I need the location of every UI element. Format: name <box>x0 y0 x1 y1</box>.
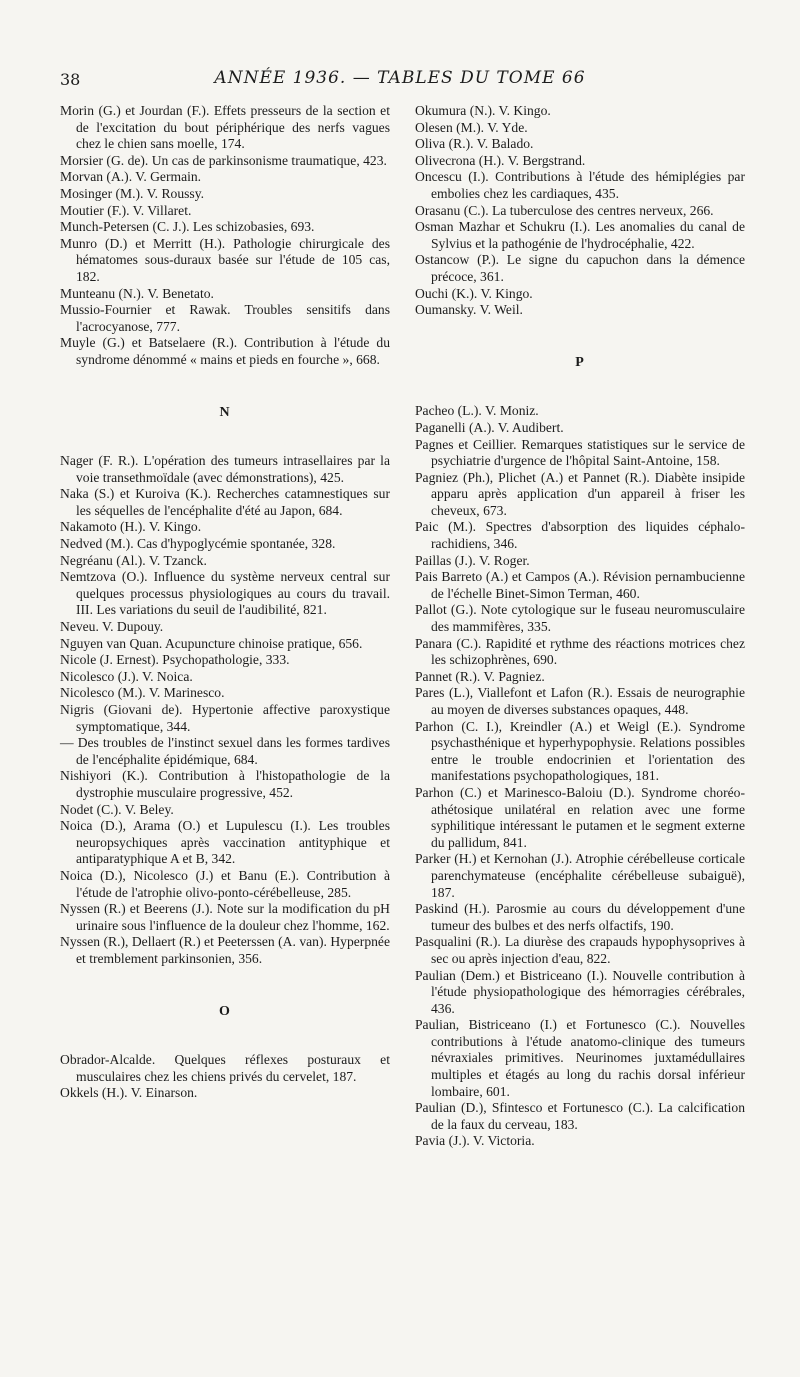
index-entry: Nemtzova (O.). Influence du système nerveux central sur quelques processus physiologiques au cours du travail. III. Les variations du seuil de l'audibilité, 821. <box>60 569 390 618</box>
index-entry: Moutier (F.). V. Villaret. <box>60 202 192 218</box>
index-entry: Nicole (J. Ernest). Psychopathologie, 333. <box>60 652 290 668</box>
index-entry: Nakamoto (H.). V. Kingo. <box>60 519 202 535</box>
index-entry: Parker (H.) et Kernohan (J.). Atrophie cérébelleuse corticale parenchymateuse (encéphalite cérébelleuse subaiguë), 187. <box>415 851 745 900</box>
index-entry: Mussio-Fournier et Rawak. Troubles sensitifs dans l'acrocyanose, 777. <box>60 302 390 334</box>
index-entry: Morin (G.) et Jourdan (F.). Effets presseurs de la section et de l'excitation du bout périphérique des nerfs vagues chez le chien sans moelle, 174. <box>60 103 390 152</box>
index-entry: Pasqualini (R.). La diurèse des crapauds hypophysoprives à sec ou après injection d'eau, 822. <box>415 934 745 966</box>
running-title: ANNÉE 1936. — TABLES DU TOME 66 <box>214 68 586 88</box>
index-entry: Nguyen van Quan. Acupuncture chinoise pratique, 656. <box>60 635 363 651</box>
index-entry: Munch-Petersen (C. J.). Les schizobasies, 693. <box>60 219 315 235</box>
index-entry: Morsier (G. de). Un cas de parkinsonisme traumatique, 423. <box>60 152 387 168</box>
index-entry: Olivecrona (H.). V. Bergstrand. <box>415 152 586 168</box>
index-entry: Obrador-Alcalde. Quelques réflexes posturaux et musculaires chez les chiens privés du cervelet, 187. <box>60 1052 390 1084</box>
index-entry: Naka (S.) et Kuroiva (K.). Recherches catamnestiques sur les séquelles de l'encéphalite d'été au Japon, 684. <box>60 486 390 518</box>
index-entry: Morvan (A.). V. Germain. <box>60 169 202 185</box>
index-entry: Nishiyori (K.). Contribution à l'histopathologie de la dystrophie musculaire progressive, 452. <box>60 768 390 800</box>
index-entry: Olesen (M.). V. Yde. <box>415 119 528 135</box>
index-entry: Oliva (R.). V. Balado. <box>415 136 534 152</box>
index-entry: Pagniez (Ph.), Plichet (A.) et Pannet (R.). Diabète insipide apparu après application d'un appareil à friser les cheveux, 673. <box>415 469 745 518</box>
index-entry: Paulian (Dem.) et Bistriceano (I.). Nouvelle contribution à l'étude physiopathologique des hémorragies cérébrales, 436. <box>415 967 745 1016</box>
index-entry: — Des troubles de l'instinct sexuel dans les formes tardives de l'encéphalite épidémique, 684. <box>60 735 390 767</box>
index-entry: Nedved (M.). Cas d'hypoglycémie spontanée, 328. <box>60 536 336 552</box>
index-entry: Paillas (J.). V. Roger. <box>415 552 530 568</box>
index-entry: Pallot (G.). Note cytologique sur le fuseau neuromusculaire des mammifères, 335. <box>415 602 745 635</box>
index-entry: Nicolesco (M.). V. Marinesco. <box>60 685 225 701</box>
index-entry: Ostancow (P.). Le signe du capuchon dans la démence précoce, 361. <box>415 252 745 284</box>
index-entry: Nyssen (R.) et Beerens (J.). Note sur la modification du pH urinaire sous l'influence de la douleur chez l'homme, 162. <box>60 901 390 933</box>
index-entry: Pais Barreto (A.) et Campos (A.). Révision pernambucienne de l'échelle Binet-Simon Terman, 460. <box>415 569 745 601</box>
index-entry: Paulian, Bistriceano (I.) et Fortunesco (C.). Nouvelles contributions à l'étude anatomo-clinique des tumeurs névraxiales primitives. Neurinomes juxtamédullaires multiples et étagés au long du rachis dorsal inférieur lombaire, 601. <box>415 1017 745 1099</box>
index-entry: Pavia (J.). V. Victoria. <box>415 1133 535 1149</box>
index-entry: Parhon (C.) et Marinesco-Baloiu (D.). Syndrome choréo-athétosique unilatéral en relation avec une forme syphilitique intéressant le putamen et le segment externe du pallidum, 841. <box>415 784 745 850</box>
index-entry: Oncescu (I.). Contributions à l'étude des hémiplégies par embolies chez les cardiaques, 435. <box>415 169 745 201</box>
index-entry: Panara (C.). Rapidité et rythme des réactions motrices chez les schizophrènes, 690. <box>415 635 745 668</box>
index-entry: Paskind (H.). Parosmie au cours du développement d'une tumeur des bulbes et des nerfs olfactifs, 190. <box>415 901 745 933</box>
index-entry: Orasanu (C.). La tuberculose des centres nerveux, 266. <box>415 202 714 218</box>
index-entry: Munteanu (N.). V. Benetato. <box>60 285 214 301</box>
index-entry: Paganelli (A.). V. Audibert. <box>415 419 564 435</box>
right-column <box>415 103 745 1150</box>
index-entry: Paulian (D.), Sfintesco et Fortunesco (C.). La calcification de la faux du cerveau, 183. <box>415 1100 745 1132</box>
index-entry: Nigris (Giovani de). Hypertonie affective paroxystique symptomatique, 344. <box>60 702 390 734</box>
index-entry: Mosinger (M.). V. Roussy. <box>60 185 205 201</box>
index-entry: Pannet (R.). V. Pagniez. <box>415 668 545 684</box>
index-entry: Negréanu (Al.). V. Tzanck. <box>60 552 207 568</box>
index-entry: Noica (D.), Arama (O.) et Lupulescu (I.). Les troubles neuropsychiques après vaccination antityphique et antiparatyphique A et B, 342. <box>60 818 390 867</box>
index-entry: Ouchi (K.). V. Kingo. <box>415 285 533 301</box>
index-entry: Nager (F. R.). L'opération des tumeurs intrasellaires par la voie transethmoïdale (avec démonstrations), 425. <box>60 453 390 485</box>
section-heading-n: N <box>219 404 231 420</box>
index-entry: Muyle (G.) et Batselaere (R.). Contribution à l'étude du syndrome dénommé « mains et pieds en fourche », 668. <box>60 335 390 367</box>
index-entry: Munro (D.) et Merritt (H.). Pathologie chirurgicale des hématomes sous-duraux basée sur l'étude de 105 cas, 182. <box>60 235 390 284</box>
index-entry: Nicolesco (J.). V. Noica. <box>60 668 193 684</box>
index-entry: Paic (M.). Spectres d'absorption des liquides céphalo-rachidiens, 346. <box>415 519 745 552</box>
index-entry: Oumansky. V. Weil. <box>415 302 523 318</box>
index-entry: Neveu. V. Dupouy. <box>60 619 164 635</box>
left-column <box>60 103 390 1102</box>
index-entry: Osman Mazhar et Schukru (I.). Les anomalies du canal de Sylvius et la pathogénie de l'hydrocéphalie, 422. <box>415 219 745 251</box>
page-number: 38 <box>60 70 81 89</box>
index-entry: Nyssen (R.), Dellaert (R.) et Peeterssen (A. van). Hyperpnée et tremblement parkinsonien, 356. <box>60 934 390 966</box>
index-entry: Pacheo (L.). V. Moniz. <box>415 403 539 419</box>
index-entry: Nodet (C.). V. Beley. <box>60 801 174 817</box>
index-entry: Pares (L.), Viallefont et Lafon (R.). Essais de neurographie au moyen de diverses substances opaques, 448. <box>415 685 745 717</box>
index-entry: Okumura (N.). V. Kingo. <box>415 103 551 118</box>
index-entry: Noica (D.), Nicolesco (J.) et Banu (E.). Contribution à l'étude de l'atrophie olivo-ponto-cérébelleuse, 285. <box>60 867 390 900</box>
section-heading-p: P <box>575 354 585 370</box>
section-heading-o: O <box>219 1003 231 1019</box>
index-entry: Okkels (H.). V. Einarson. <box>60 1085 198 1101</box>
index-entry: Parhon (C. I.), Kreindler (A.) et Weigl (E.). Syndrome psychasthénique et hyperhypophysie. Relations possibles entre le trouble endocrinien et l'orientation des manifestations psychopathologiques, 181. <box>415 718 745 784</box>
index-entry: Pagnes et Ceillier. Remarques statistiques sur le service de psychiatrie d'urgence de l'hôpital Saint-Antoine, 158. <box>415 436 745 469</box>
